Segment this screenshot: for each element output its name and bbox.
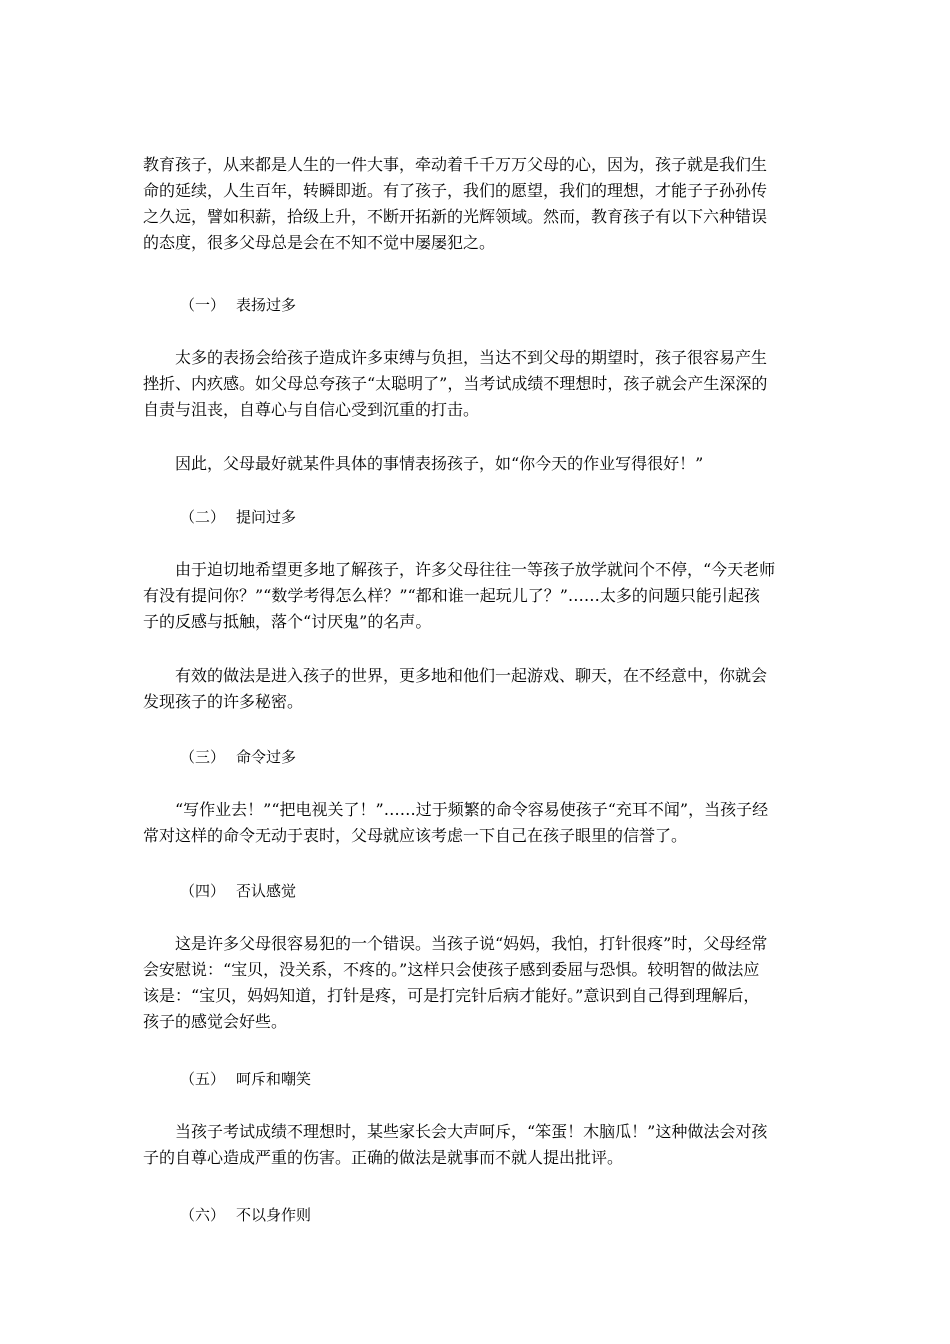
paragraph-line: 常对这样的命令无动于衷时，父母就应该考虑一下自己在孩子眼里的信誉了。: [143, 826, 688, 845]
section-heading-6: [180, 1202, 311, 1228]
paragraph-line: 当孩子考试成绩不理想时，某些家长会大声呵斥，“笨蛋！木脑瓜！”这种做法会对孩: [143, 1122, 768, 1141]
intro-line: 命的延续，人生百年，转瞬即逝。有了孩子，我们的愿望，我们的理想，才能子子孙孙传: [143, 181, 768, 200]
section-number: （一）: [180, 296, 226, 314]
section-title: 表扬过多: [236, 296, 297, 314]
section-heading-3: [180, 744, 296, 770]
section-title: 不以身作则: [236, 1206, 312, 1224]
intro-paragraph: [143, 152, 810, 256]
paragraph-line: 孩子的感觉会好些。: [143, 1012, 288, 1031]
paragraph-line: 太多的表扬会给孩子造成许多束缚与负担，当达不到父母的期望时，孩子很容易产生: [143, 348, 768, 367]
intro-line: 教育孩子，从来都是人生的一件大事，牵动着千千万万父母的心，因为，孩子就是我们生: [143, 155, 768, 174]
paragraph-line: 由于迫切地希望更多地了解孩子，许多父母往往一等孩子放学就问个不停，“今天老师: [143, 560, 776, 579]
paragraph-line: 子的自尊心造成严重的伤害。正确的做法是就事而不就人提出批评。: [143, 1148, 624, 1167]
intro-line: 的态度，很多父母总是会在不知不觉中屡屡犯之。: [143, 233, 496, 252]
section-number: （六）: [180, 1206, 226, 1224]
section-title: 呵斥和嘲笑: [236, 1070, 312, 1088]
section-3-paragraph-1: [143, 797, 810, 849]
section-5-paragraph-1: [143, 1119, 810, 1171]
paragraph-line: 自责与沮丧，自尊心与自信心受到沉重的打击。: [143, 400, 480, 419]
section-number: （四）: [180, 882, 226, 900]
intro-line: 之久远，譬如积薪，拾级上升，不断开拓新的光辉领域。然而，教育孩子有以下六种错误: [143, 207, 768, 226]
section-heading-1: [180, 292, 296, 318]
section-2-paragraph-1: [143, 557, 810, 635]
section-2-paragraph-2: [143, 663, 810, 715]
section-number: （二）: [180, 508, 226, 526]
paragraph-line: 会安慰说：“宝贝，没关系，不疼的。”这样只会使孩子感到委屈与恐惧。较明智的做法应: [143, 960, 760, 979]
paragraph-line: 子的反感与抵触，落个“讨厌鬼”的名声。: [143, 612, 432, 631]
paragraph-line: 有效的做法是进入孩子的世界，更多地和他们一起游戏、聊天，在不经意中，你就会: [143, 666, 768, 685]
paragraph-line: 有没有提问你？”“数学考得怎么样？”“都和谁一起玩儿了？”……太多的问题只能引起孩: [143, 586, 760, 605]
paragraph-line: 挫折、内疚感。如父母总夸孩子“太聪明了”，当考试成绩不理想时，孩子就会产生深深的: [143, 374, 768, 393]
section-heading-5: [180, 1066, 311, 1092]
paragraph-line: 该是：“宝贝，妈妈知道，打针是疼，可是打完针后病才能好。”意识到自己得到理解后，: [143, 986, 760, 1005]
section-number: （五）: [180, 1070, 226, 1088]
paragraph-line: 因此，父母最好就某件具体的事情表扬孩子，如“你今天的作业写得很好！”: [143, 454, 704, 473]
paragraph-line: 发现孩子的许多秘密。: [143, 692, 304, 711]
section-1-paragraph-2: [143, 451, 810, 477]
section-heading-4: [180, 878, 296, 904]
paragraph-line: 这是许多父母很容易犯的一个错误。当孩子说“妈妈，我怕，打针很疼”时，父母经常: [143, 934, 768, 953]
section-number: （三）: [180, 748, 226, 766]
section-title: 提问过多: [236, 508, 297, 526]
section-title: 否认感觉: [236, 882, 297, 900]
paragraph-line: “写作业去！”“把电视关了！”……过于频繁的命令容易使孩子“充耳不闻”，当孩子经: [143, 800, 769, 819]
section-4-paragraph-1: [143, 931, 810, 1035]
section-title: 命令过多: [236, 748, 297, 766]
section-heading-2: [180, 504, 296, 530]
section-1-paragraph-1: [143, 345, 810, 423]
